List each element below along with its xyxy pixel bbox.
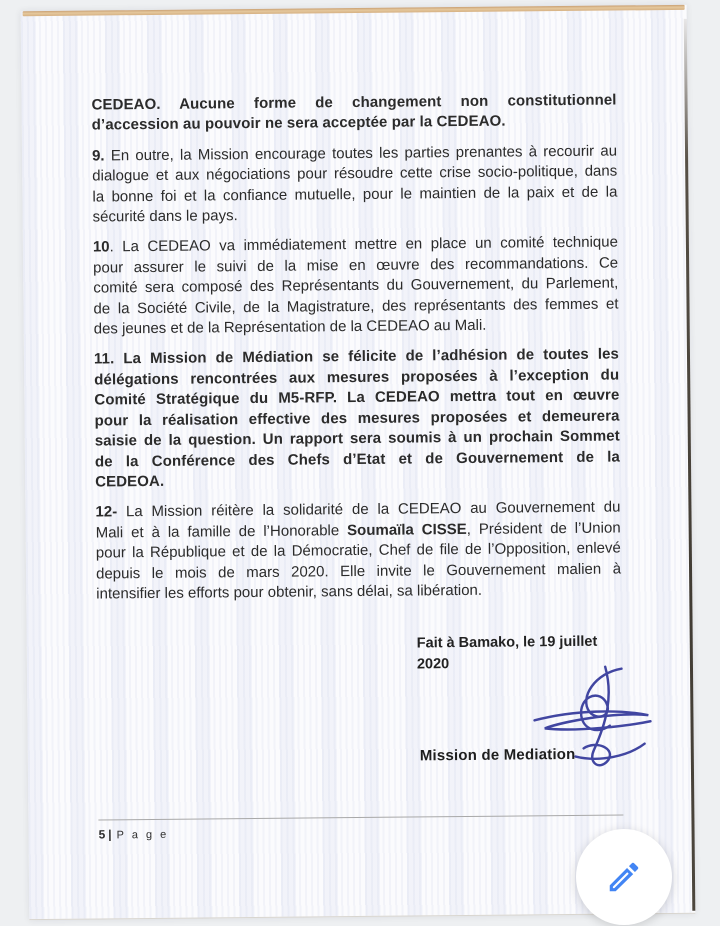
text-line: dialogue et aux négociations pour résoudre cette crise socio-politique, dans <box>92 162 618 185</box>
text-line: CEDEAO. Aucune forme de changement non constitutionnel <box>91 91 617 114</box>
text-segment: En outre, la Mission encourage toutes les parties prenantes à recourir au <box>104 142 618 165</box>
signature-area <box>97 673 623 774</box>
text-segment: Mali et à la famille de l’Honorable <box>95 521 348 542</box>
text-line: de la Société Civile, de la Magistrature, des représentants des femmes et <box>93 295 619 318</box>
footer-separator: | <box>108 827 112 842</box>
text-line: CEDEOA. <box>95 472 165 491</box>
paragraph-number: 10 <box>92 238 110 256</box>
text-line: des jeunes et de la Représentation de la CEDEAO au Mali. <box>93 316 487 338</box>
pencil-icon <box>605 858 643 896</box>
text-line: Comité Stratégique du M5-RFP. La CEDEAO mettra tout en œuvre <box>94 386 620 409</box>
edit-fab[interactable] <box>576 829 672 925</box>
text-line: pour assurer le suivi de la mise en œuvre des recommandations. Ce <box>93 254 619 277</box>
paragraph-10 <box>93 233 619 340</box>
text-line: sécurité dans le pays. <box>92 207 238 226</box>
text-segment: La Mission réitère la solidarité de la CEDEAO au Gouvernement du <box>117 498 621 521</box>
text-line: pour la République et de la Démocratie, Chef de file de l’Opposition, enlevé <box>95 539 621 562</box>
paragraph-heading <box>91 91 616 137</box>
text-line: pour la réalisation effective des mesures proposées et demeurera <box>94 407 620 430</box>
date-place-line: Fait à Bamako, le 19 juillet 2020 <box>416 634 598 673</box>
text-line: d’accession au pouvoir ne sera acceptée par la CEDEAO. <box>91 112 506 134</box>
text-line: de la Conférence des Chefs d’Etat et de Gouvernement de la <box>94 447 621 471</box>
text-line: depuis le mois de mars 2020. Elle invite le Gouvernement malien à <box>95 560 622 583</box>
text-segment: . La CEDEAO va immédiatement mettre en place un comité technique <box>109 233 618 256</box>
page-footer <box>98 815 623 846</box>
person-name: Soumaïla CISSE <box>347 520 467 539</box>
text-line: intensifier les efforts pour obtenir, sans délai, sa libération. <box>96 581 483 603</box>
text-line: 11. La Mission de Médiation se félicite de l’adhésion de toutes les <box>93 345 620 368</box>
text-line: comité sera composé des Représentants du Gouvernement, du Parlement, <box>93 274 619 297</box>
signature-label: Mission de Mediation <box>419 745 576 765</box>
footer-page-word: P a g e <box>116 828 169 842</box>
scanned-document-page <box>21 5 696 920</box>
text-line: saisie de la question. Un rapport sera soumis à un prochain Sommet <box>94 427 620 450</box>
paragraph-number: 12- <box>95 503 118 521</box>
text-segment: , Président de l’Union <box>466 519 621 538</box>
paragraph-number: 9. <box>91 147 105 165</box>
paragraph-9 <box>92 141 618 228</box>
text-line: délégations rencontrées aux mesures proposées à l’exception du <box>94 366 620 389</box>
paragraph-11 <box>94 345 620 493</box>
text-line: la bonne foi et la confiance mutuelle, pour le maintien de la paix et de la <box>92 183 618 206</box>
paragraph-12 <box>95 498 621 605</box>
document-content <box>21 5 695 847</box>
footer-page-number: 5 <box>98 827 106 842</box>
